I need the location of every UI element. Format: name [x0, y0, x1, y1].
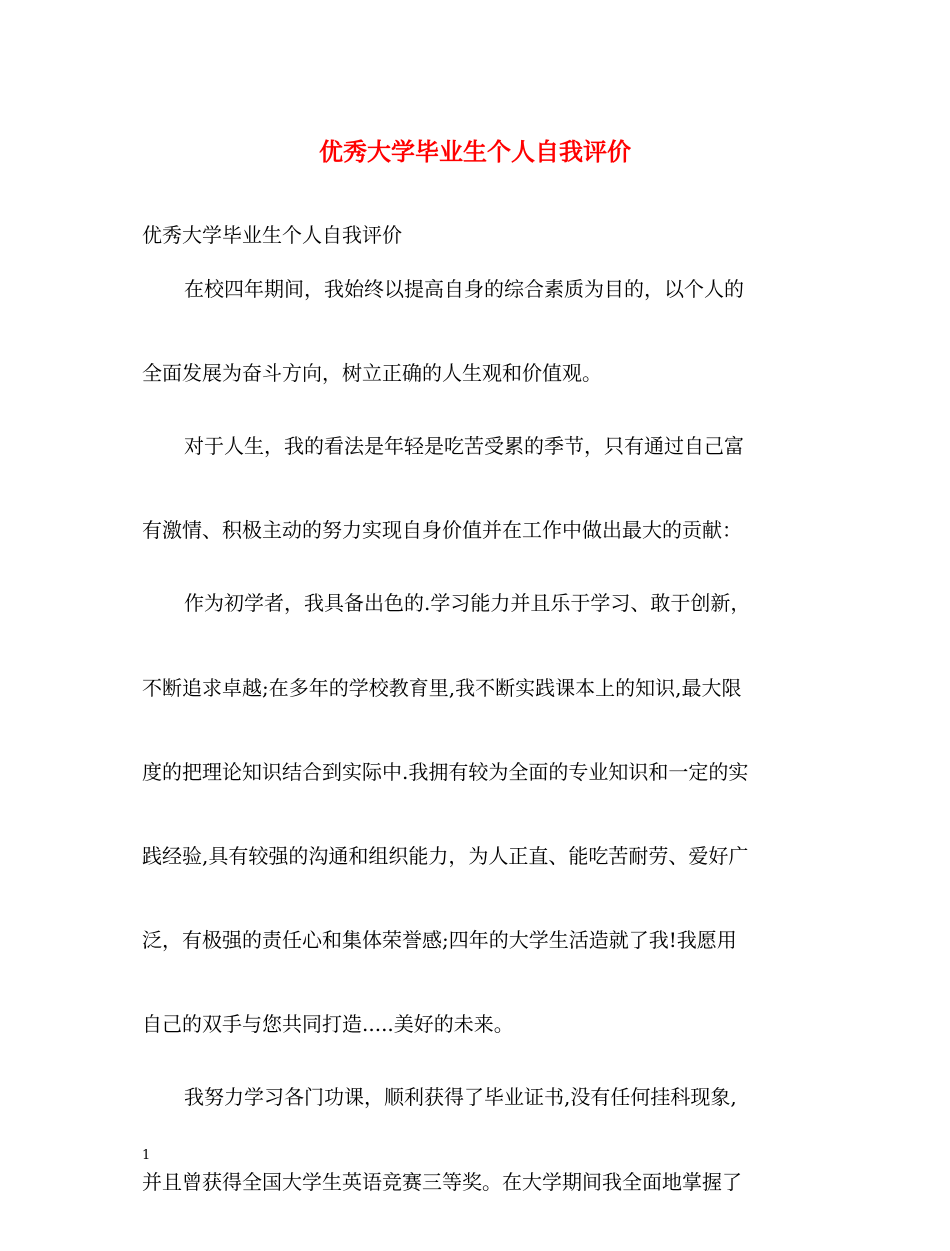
paragraph-line: 全面发展为奋斗方向，树立正确的人生观和价值观。 — [142, 361, 602, 386]
paragraph-line: 在校四年期间，我始终以提高自身的综合素质为目的，以个人的 — [184, 277, 744, 301]
paragraph-line: 不断追求卓越;在多年的学校教育里,我不断实践课本上的知识,最大限 — [142, 675, 742, 700]
paragraph-line: 自己的双手与您共同打造.....美好的未来。 — [142, 1012, 514, 1037]
paragraph-line: 泛，有极强的责任心和集体荣誉感;四年的大学生活造就了我!我愿用 — [142, 928, 737, 953]
paragraph-line: 并且曾获得全国大学生英语竞赛三等奖。在大学期间我全面地掌握了 — [142, 1169, 742, 1194]
document-subtitle: 优秀大学毕业生个人自我评价 — [142, 223, 402, 247]
paragraph-line: 对于人生，我的看法是年轻是吃苦受累的季节，只有通过自己富 — [184, 434, 744, 459]
document-body — [142, 274, 810, 1251]
paragraph-line: 践经验,具有较强的沟通和组织能力，为人正直、能吃苦耐劳、爱好广 — [142, 843, 749, 868]
paragraph-line: 我努力学习各门功课，顺利获得了毕业证书,没有任何挂科现象, — [184, 1085, 737, 1110]
document-title: 优秀大学毕业生个人自我评价 — [319, 137, 631, 166]
paragraph-line: 有激情、积极主动的努力实现自身价值并在工作中做出最大的贡献： — [142, 518, 742, 543]
paragraph-line: 度的把理论知识结合到实际中.我拥有较为全面的专业知识和一定的实 — [142, 759, 749, 784]
page-number: 1 — [142, 1148, 151, 1163]
paragraph-line: 作为初学者，我具备出色的.学习能力并且乐于学习、敢于创新， — [184, 591, 751, 616]
